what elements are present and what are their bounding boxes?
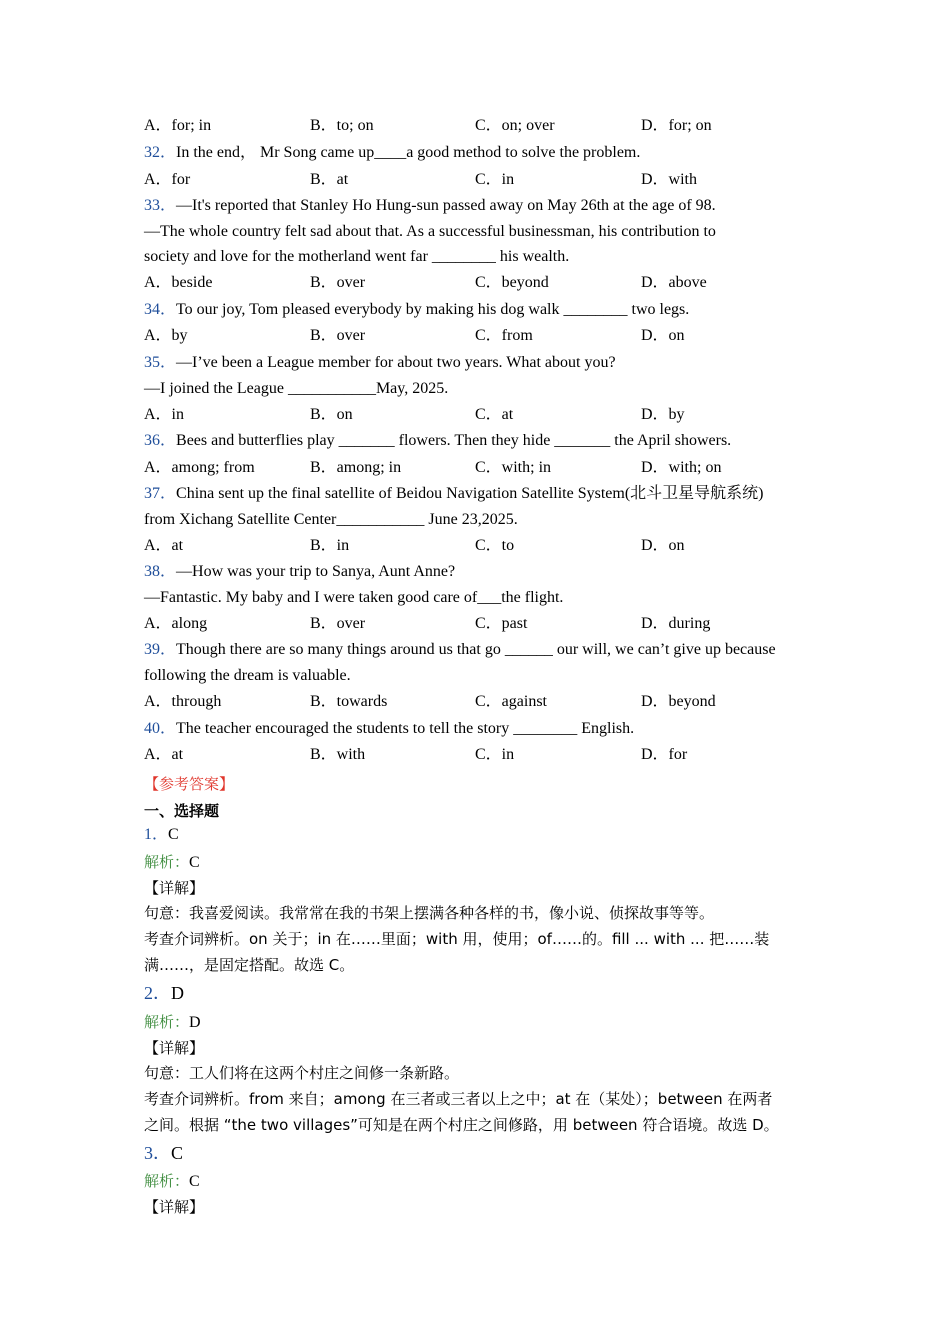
option-d: D．for; on: [641, 117, 712, 134]
option-c: C．with; in: [475, 459, 552, 476]
option-b: B．to; on: [310, 117, 374, 134]
option-d: D．on: [641, 537, 685, 554]
question-text: To our joy, Tom pleased everybody by making his dog walk ________ two legs.: [176, 301, 690, 318]
detail-line: 之间。根据 “the two villages”可知是在两个村庄之间修路，用 between 符合语境。故选 D。: [144, 1116, 779, 1134]
detail-label: 【详解】: [144, 1198, 205, 1216]
option-d: D．by: [641, 406, 685, 423]
option-a: A．beside: [144, 274, 213, 291]
question-number: 34．: [144, 301, 177, 318]
option-c: C．past: [475, 615, 528, 632]
question-number: 37．: [144, 485, 177, 502]
detail-line: 句意：工人们将在这两个村庄之间修一条新路。: [144, 1064, 460, 1082]
answer-letter: C: [168, 826, 179, 843]
option-d: D．with; on: [641, 459, 722, 476]
option-c: C．from: [475, 327, 533, 344]
detail-label: 【详解】: [144, 879, 205, 897]
detail-line: 满……，是固定搭配。故选 C。: [144, 956, 355, 974]
question-number: 32．: [144, 144, 177, 161]
question-text-line: —I joined the League ___________May, 2025.: [144, 380, 449, 397]
option-d: D．for: [641, 746, 688, 763]
answer-letter: C: [171, 1143, 184, 1163]
detail-line: 考查介词辨析。from 来自；among 在三者或三者以上之中；at 在（某处）；between 在两者: [144, 1090, 773, 1108]
analysis-label: 解析：: [144, 1172, 190, 1190]
question-number: 33．: [144, 197, 177, 214]
option-d: D．beyond: [641, 693, 716, 710]
option-b: B．in: [310, 537, 350, 554]
option-a: A．among; from: [144, 459, 255, 476]
question-text-line: —Fantastic. My baby and I were taken good care of___the flight.: [144, 589, 564, 606]
option-c: C．in: [475, 171, 515, 188]
question-text-line: China sent up the final satellite of Beidou Navigation Satellite System(北斗卫星导航系统): [176, 485, 764, 502]
option-b: B．towards: [310, 693, 388, 710]
question-text: Bees and butterflies play _______ flowers. Then they hide _______ the April showers.: [176, 432, 732, 449]
option-b: B．over: [310, 615, 366, 632]
option-d: D．on: [641, 327, 685, 344]
option-a: A．for; in: [144, 117, 212, 134]
option-a: A．along: [144, 615, 208, 632]
detail-label: 【详解】: [144, 1039, 205, 1057]
question-text: In the end， Mr Song came up____a good method to solve the problem.: [176, 144, 641, 161]
answer-number: 2．: [144, 983, 171, 1003]
question-text-line: —The whole country felt sad about that. As a successful businessman, his contribution to: [144, 223, 716, 240]
section-heading: 一、选择题: [144, 802, 220, 820]
answer-number: 1．: [144, 826, 169, 843]
option-b: B．at: [310, 171, 349, 188]
option-b: B．on: [310, 406, 353, 423]
option-a: A．at: [144, 746, 184, 763]
option-b: B．with: [310, 746, 366, 763]
analysis-label: 解析：: [144, 853, 190, 871]
option-a: A．at: [144, 537, 184, 554]
analysis-label: 解析：: [144, 1013, 190, 1031]
option-c: C．to: [475, 537, 515, 554]
option-d: D．during: [641, 615, 711, 632]
question-text-line: from Xichang Satellite Center___________ June 23,2025.: [144, 511, 518, 528]
question-text-line: —It's reported that Stanley Ho Hung-sun passed away on May 26th at the age of 98.: [176, 197, 716, 214]
question-number: 35．: [144, 354, 177, 371]
question-text-line: Though there are so many things around us that go ______ our will, we can’t give up because: [176, 641, 776, 658]
option-a: A．in: [144, 406, 185, 423]
option-d: D．with: [641, 171, 698, 188]
option-b: B．over: [310, 274, 366, 291]
question-text-line: society and love for the motherland went far ________ his wealth.: [144, 248, 570, 265]
answer-key-heading: 【参考答案】: [144, 775, 235, 793]
option-a: A．through: [144, 693, 222, 710]
detail-line: 句意：我喜爱阅读。我常常在我的书架上摆满各种各样的书，像小说、侦探故事等等。: [144, 904, 715, 922]
question-number: 36．: [144, 432, 177, 449]
option-b: B．over: [310, 327, 366, 344]
option-b: B．among; in: [310, 459, 402, 476]
option-c: C．in: [475, 746, 515, 763]
question-number: 40．: [144, 720, 177, 737]
analysis-value: C: [189, 1173, 200, 1190]
question-number: 39．: [144, 641, 177, 658]
detail-line: 考查介词辨析。on 关于；in 在……里面；with 用，使用；of……的。fill ... with ... 把……装: [144, 930, 770, 948]
question-text-line: following the dream is valuable.: [144, 667, 351, 684]
option-c: C．on; over: [475, 117, 555, 134]
option-a: A．by: [144, 327, 188, 344]
question-text-line: —I’ve been a League member for about two years. What about you?: [176, 354, 616, 371]
answer-letter: D: [171, 983, 184, 1003]
option-a: A．for: [144, 171, 191, 188]
option-c: C．beyond: [475, 274, 549, 291]
answer-number: 3．: [144, 1143, 171, 1163]
question-number: 38．: [144, 563, 177, 580]
analysis-value: D: [189, 1014, 201, 1031]
question-text: The teacher encouraged the students to tell the story ________ English.: [176, 720, 635, 737]
option-c: C．against: [475, 693, 547, 710]
question-text-line: —How was your trip to Sanya, Aunt Anne?: [176, 563, 456, 580]
analysis-value: C: [189, 854, 200, 871]
option-d: D．above: [641, 274, 707, 291]
option-c: C．at: [475, 406, 514, 423]
